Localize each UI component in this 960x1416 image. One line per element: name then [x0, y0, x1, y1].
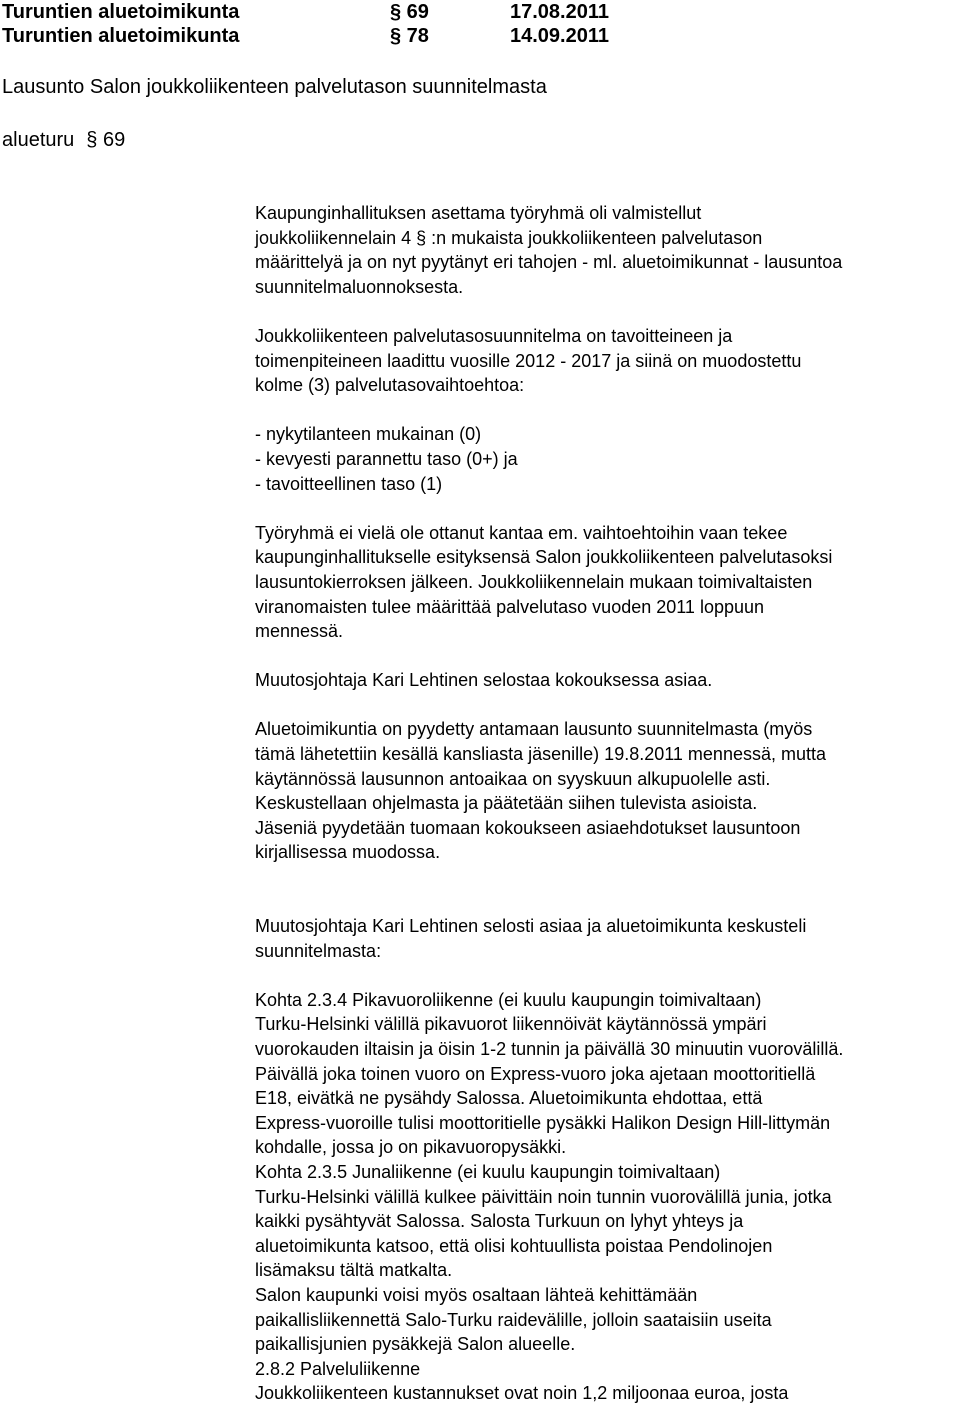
header-row: [2, 0, 702, 24]
text-line: Päivällä joka toinen vuoro on Express-vuoro joka ajetaan moottoritiellä: [255, 1063, 816, 1084]
text-line: Joukkoliikenteen kustannukset ovat noin 1,2 miljoonaa euroa, josta: [255, 1383, 789, 1404]
text-line: mennessä.: [255, 621, 344, 642]
text-line: Turku-Helsinki välillä pikavuorot liikennöivät käytännössä ympäri: [255, 1014, 767, 1035]
options-list: [255, 422, 955, 496]
meeting-date: 14.09.2011: [510, 25, 609, 47]
text-line: Työryhmä ei vielä ole ottanut kantaa em. vaihtoehtoihin vaan tekee: [255, 522, 788, 543]
section-paragraph: § 69: [86, 129, 126, 151]
text-line: kohdalle, jossa jo on pikavuoropysäkki.: [255, 1137, 567, 1158]
text-line: tämä lähetettiin kesällä kansliasta jäsenille) 19.8.2011 mennessä, mutta: [255, 744, 826, 765]
text-line: suunnitelmaluonnoksesta.: [255, 276, 464, 297]
discussion-paragraph: [255, 914, 955, 963]
text-line: Muutosjohtaja Kari Lehtinen selosti asiaa ja aluetoimikunta keskusteli: [255, 916, 807, 937]
text-line: Kohta 2.3.4 Pikavuoroliikenne (ei kuulu kaupungin toimivaltaan): [255, 989, 762, 1010]
text-line: Express-vuoroille tulisi moottoritielle pysäkki Halikon Design Hill-littymän: [255, 1112, 831, 1133]
text-line: Keskustellaan ohjelmasta ja päätetään siihen tulevista asioista.: [255, 793, 758, 814]
text-line: E18, eivätkä ne pysähdy Salossa. Aluetoimikunta ehdottaa, että: [255, 1088, 763, 1109]
text-line: viranomaisten tulee määrittää palvelutaso vuoden 2011 loppuun: [255, 596, 765, 617]
document-body: [255, 201, 955, 1406]
text-line: aluetoimikunta katsoo, että olisi kohtuullista poistaa Pendolinojen: [255, 1235, 773, 1256]
request-paragraph: [255, 717, 955, 865]
text-line: käytännössä lausunnon antoaikaa on syyskuun alkupuolelle asti.: [255, 768, 771, 789]
text-line: Kohta 2.3.5 Junaliikenne (ei kuulu kaupungin toimivaltaan): [255, 1161, 721, 1182]
text-line: Joukkoliikenteen palvelutasosuunnitelma on tavoitteineen ja: [255, 325, 733, 346]
text-line: määrittelyä ja on nyt pyytänyt eri tahojen - ml. aluetoimikunnat - lausuntoa: [255, 252, 843, 273]
text-line: kolme (3) palvelutasovaihtoehtoa:: [255, 375, 525, 396]
text-line: Turku-Helsinki välillä kulkee päivittäin noin tunnin vuorovälillä junia, jotka: [255, 1186, 832, 1207]
plan-paragraph: [255, 324, 955, 398]
text-line: vuorokauden iltaisin ja öisin 1-2 tunnin ja päivällä 30 minuutin vuorovälillä.: [255, 1039, 844, 1059]
text-line: Salon kaupunki voisi myös osaltaan lähteä kehittämään: [255, 1284, 698, 1305]
text-line: toimenpiteineen laadittu vuosille 2012 - 2017 ja siinä on muodostettu: [255, 350, 802, 371]
meeting-date: 17.08.2011: [510, 1, 609, 23]
text-line: joukkoliikennelain 4 § :n mukaista joukkoliikenteen palvelutason: [255, 227, 763, 248]
paragraph-number: § 69: [390, 1, 429, 23]
document-title: Lausunto Salon joukkoliikenteen palvelutason suunnitelmasta: [2, 76, 547, 98]
text-line: paikallisliikennettä Salo-Turku raidevälille, jolloin saataisiin useita: [255, 1309, 772, 1330]
section-reference: [2, 127, 125, 153]
text-line: Aluetoimikuntia on pyydetty antamaan lausunto suunnitelmasta (myös: [255, 719, 813, 740]
intro-paragraph: [255, 201, 955, 299]
text-line: lisämaksu tältä matkalta.: [255, 1260, 453, 1281]
text-line: Jäseniä pyydetään tuomaan kokoukseen asiaehdotukset lausuntoon: [255, 817, 801, 838]
text-line: 2.8.2 Palveluliikenne: [255, 1358, 421, 1379]
paragraph-number: § 78: [390, 25, 429, 47]
list-item: - kevyesti parannettu taso (0+) ja: [255, 448, 518, 469]
text-line: kaupunginhallitukselle esityksensä Salon joukkoliikenteen palvelutasoksi: [255, 547, 833, 568]
text-line: lausuntokierroksen jälkeen. Joukkoliikennelain mukaan toimivaltaisten: [255, 571, 813, 592]
text-line: paikallisjunien pysäkkejä Salon alueelle.: [255, 1334, 576, 1355]
text-line: suunnitelmasta:: [255, 940, 382, 961]
committee-name: Turuntien aluetoimikunta: [2, 25, 240, 47]
document-header: [2, 0, 702, 48]
text-line: kirjallisessa muodossa.: [255, 842, 441, 863]
text-line: Kaupunginhallituksen asettama työryhmä oli valmistellut: [255, 203, 702, 223]
section-label: alueturu: [2, 129, 75, 151]
list-item: - tavoitteellinen taso (1): [255, 473, 443, 494]
points-paragraph: [255, 988, 955, 1406]
text-line: kaikki pysähtyvät Salossa. Salosta Turkuun on lyhyt yhteys ja: [255, 1211, 744, 1232]
presenter-paragraph: Muutosjohtaja Kari Lehtinen selostaa kokouksessa asiaa.: [255, 670, 713, 691]
workgroup-paragraph: [255, 521, 955, 644]
committee-name: Turuntien aluetoimikunta: [2, 1, 240, 23]
header-row: [2, 24, 702, 48]
list-item: - nykytilanteen mukainan (0): [255, 424, 482, 445]
